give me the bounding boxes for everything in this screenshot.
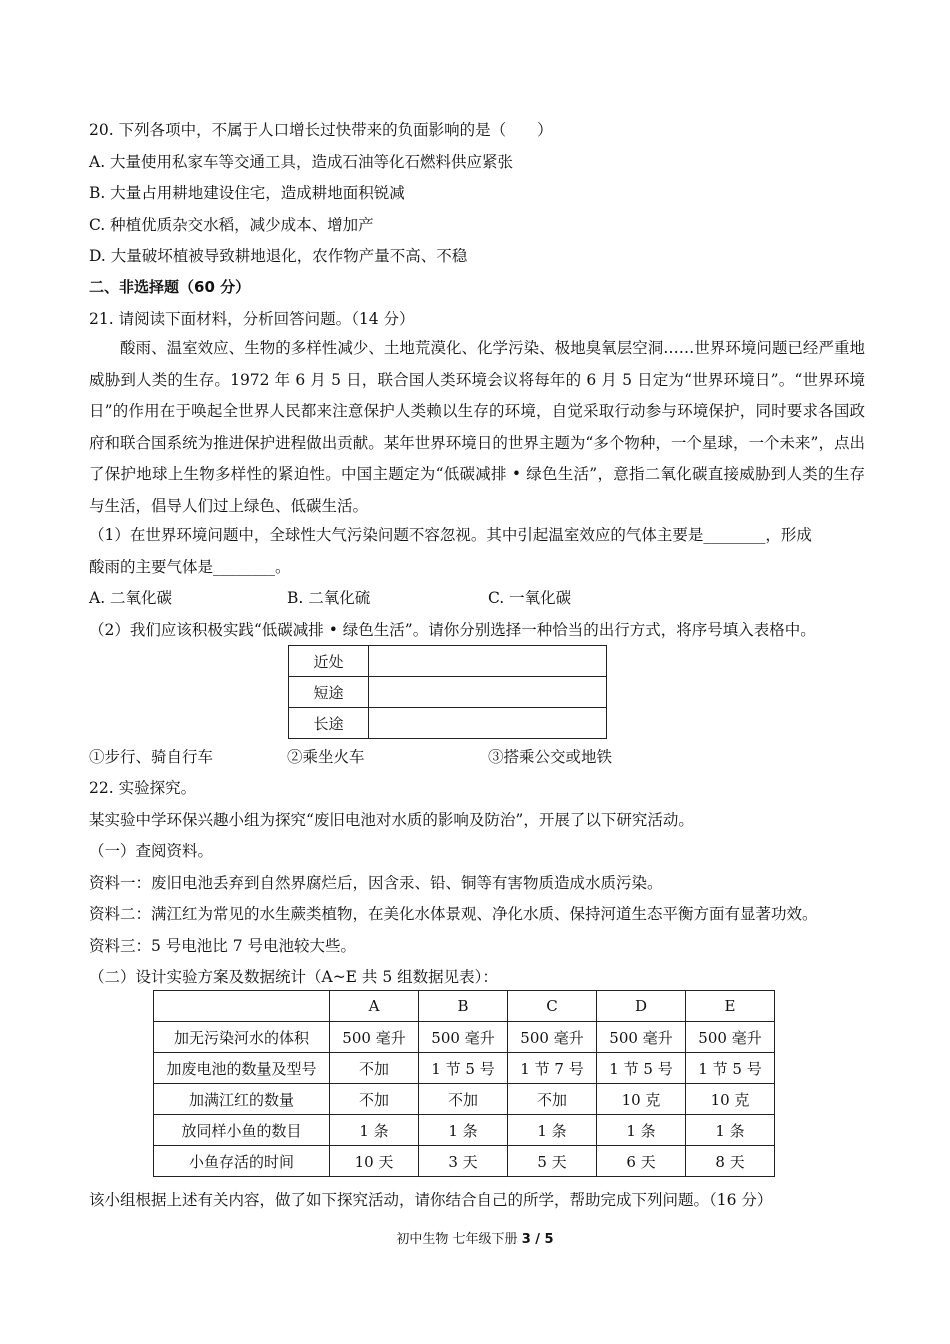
section-title: 二、非选择题（60 分）: [89, 278, 251, 296]
header-cell: D: [597, 991, 686, 1022]
table-row: [154, 1115, 775, 1146]
travel-answer-cell[interactable]: [369, 708, 607, 739]
q22-intro: 某实验中学环保兴趣小组为探究“废旧电池对水质的影响及防治”，开展了以下研究活动。: [89, 811, 694, 829]
page-footer: [0, 1228, 950, 1247]
table-cell: 1 条: [419, 1115, 508, 1146]
table-cell: 500 毫升: [419, 1022, 508, 1053]
q20-option-a: A. 大量使用私家车等交通工具，造成石油等化石燃料供应紧张: [89, 153, 514, 171]
travel-option-3: ③搭乘公交或地铁: [488, 748, 613, 766]
q21-passage: [89, 333, 865, 523]
q20-option-b: B. 大量占用耕地建设住宅，造成耕地面积锐减: [89, 184, 405, 202]
table-header-row: [154, 991, 775, 1022]
table-cell: 1 节 5 号: [597, 1053, 686, 1084]
table-cell: 1 条: [686, 1115, 775, 1146]
q20-option-c: C. 种植优质杂交水稻，减少成本、增加产: [89, 216, 374, 234]
footer-course: 初中生物 七年级下册: [396, 1232, 522, 1247]
header-cell: [154, 991, 330, 1022]
q21-part1-line1: （1）在世界环境问题中，全球性大气污染问题不容忽视。其中引起温室效应的气体主要是________，形成: [89, 526, 812, 544]
row-label: 加无污染河水的体积: [154, 1022, 330, 1053]
table-cell: 10 克: [686, 1084, 775, 1115]
q22-material-2: 资料二：满江红为常见的水生蕨类植物，在美化水体景观、净化水质、保持河道生态平衡方面有显著功效。: [89, 905, 818, 923]
q21-passage-text: 酸雨、温室效应、生物的多样性减少、土地荒漠化、化学污染、极地臭氧层空洞……世界环境问题已经严重地威胁到人类的生存。1972 年 6 月 5 日，联合国人类环境会议将每年的 6 月 5 日定为“世界环境日”。“世界环境日”的作用在于唤起全世界人民都来注意保护人类赖以生存的环境，自觉采取行动参与环境保护，同时要求各国政府和联合国系统为推进保护进程做出贡献。某年世界环境日的世界主题为“多个物种，一个星球，一个未来”，点出了保护地球上生物多样性的紧迫性。中国主题定为“低碳减排 • 绿色生活”，意指二氧化碳直接威胁到人类的生存与生活，倡导人们过上绿色、低碳生活。: [89, 339, 865, 515]
header-cell: C: [508, 991, 597, 1022]
table-cell: 500 毫升: [597, 1022, 686, 1053]
q21-part1-line2: 酸雨的主要气体是________。: [89, 558, 291, 576]
q22-material-3: 资料三：5 号电池比 7 号电池较大些。: [89, 937, 357, 955]
table-cell: 8 天: [686, 1146, 775, 1177]
table-cell: 10 天: [330, 1146, 419, 1177]
table-cell: 1 条: [597, 1115, 686, 1146]
table-cell: 10 克: [597, 1084, 686, 1115]
table-row: [289, 708, 607, 739]
row-label: 加满江红的数量: [154, 1084, 330, 1115]
q21-part1-options: [89, 586, 789, 612]
travel-option-1: ①步行、骑自行车: [89, 748, 214, 766]
row-label: 加废电池的数量及型号: [154, 1053, 330, 1084]
q22-sub2: （二）设计实验方案及数据统计（A~E 共 5 组数据见表）：: [89, 968, 498, 986]
table-cell: 500 毫升: [330, 1022, 419, 1053]
q21-option-b: B. 二氧化硫: [287, 589, 371, 607]
header-cell: A: [330, 991, 419, 1022]
q21-option-c: C. 一氧化碳: [488, 589, 572, 607]
table-cell: 不加: [419, 1084, 508, 1115]
travel-answer-cell[interactable]: [369, 677, 607, 708]
table-row: [289, 646, 607, 677]
travel-label: 短途: [289, 677, 369, 708]
table-cell: 1 节 5 号: [686, 1053, 775, 1084]
travel-answer-cell[interactable]: [369, 646, 607, 677]
travel-label: 长途: [289, 708, 369, 739]
table-cell: 不加: [330, 1053, 419, 1084]
table-cell: 1 条: [508, 1115, 597, 1146]
table-cell: 1 条: [330, 1115, 419, 1146]
table-row: [289, 677, 607, 708]
q21-part2: （2）我们应该积极实践“低碳减排 • 绿色生活”。请你分别选择一种恰当的出行方式，将序号填入表格中。: [89, 621, 816, 639]
table-row: [154, 1146, 775, 1177]
table-row: [154, 1084, 775, 1115]
table-cell: 1 节 7 号: [508, 1053, 597, 1084]
row-label: 放同样小鱼的数目: [154, 1115, 330, 1146]
table-cell: 500 毫升: [686, 1022, 775, 1053]
q21-stem: 21. 请阅读下面材料，分析回答问题。（14 分）: [89, 310, 415, 328]
travel-table: [288, 645, 607, 739]
table-cell: 500 毫升: [508, 1022, 597, 1053]
table-row: [154, 1053, 775, 1084]
table-cell: 不加: [508, 1084, 597, 1115]
q20-stem: 20. 下列各项中，不属于人口增长过快带来的负面影响的是（ ）: [89, 121, 553, 139]
table-cell: 6 天: [597, 1146, 686, 1177]
travel-options: [89, 745, 789, 771]
page-number: 3 / 5: [521, 1232, 554, 1247]
q20-option-d: D. 大量破坏植被导致耕地退化，农作物产量不高、不稳: [89, 247, 468, 265]
table-cell: 3 天: [419, 1146, 508, 1177]
table-row: [154, 1022, 775, 1053]
q21-option-a: A. 二氧化碳: [89, 589, 173, 607]
q22-material-1: 资料一：废旧电池丢弃到自然界腐烂后，因含汞、铅、铜等有害物质造成水质污染。: [89, 874, 663, 892]
row-label: 小鱼存活的时间: [154, 1146, 330, 1177]
q22-closing: 该小组根据上述有关内容，做了如下探究活动，请你结合自己的所学，帮助完成下列问题。（16 分）: [89, 1191, 773, 1209]
header-cell: E: [686, 991, 775, 1022]
experiment-table: [153, 990, 775, 1177]
travel-option-2: ②乘坐火车: [287, 748, 365, 766]
table-cell: 5 天: [508, 1146, 597, 1177]
header-cell: B: [419, 991, 508, 1022]
table-cell: 不加: [330, 1084, 419, 1115]
q22-sub1: （一）查阅资料。: [89, 842, 214, 860]
table-cell: 1 节 5 号: [419, 1053, 508, 1084]
q22-stem: 22. 实验探究。: [89, 779, 197, 797]
travel-label: 近处: [289, 646, 369, 677]
